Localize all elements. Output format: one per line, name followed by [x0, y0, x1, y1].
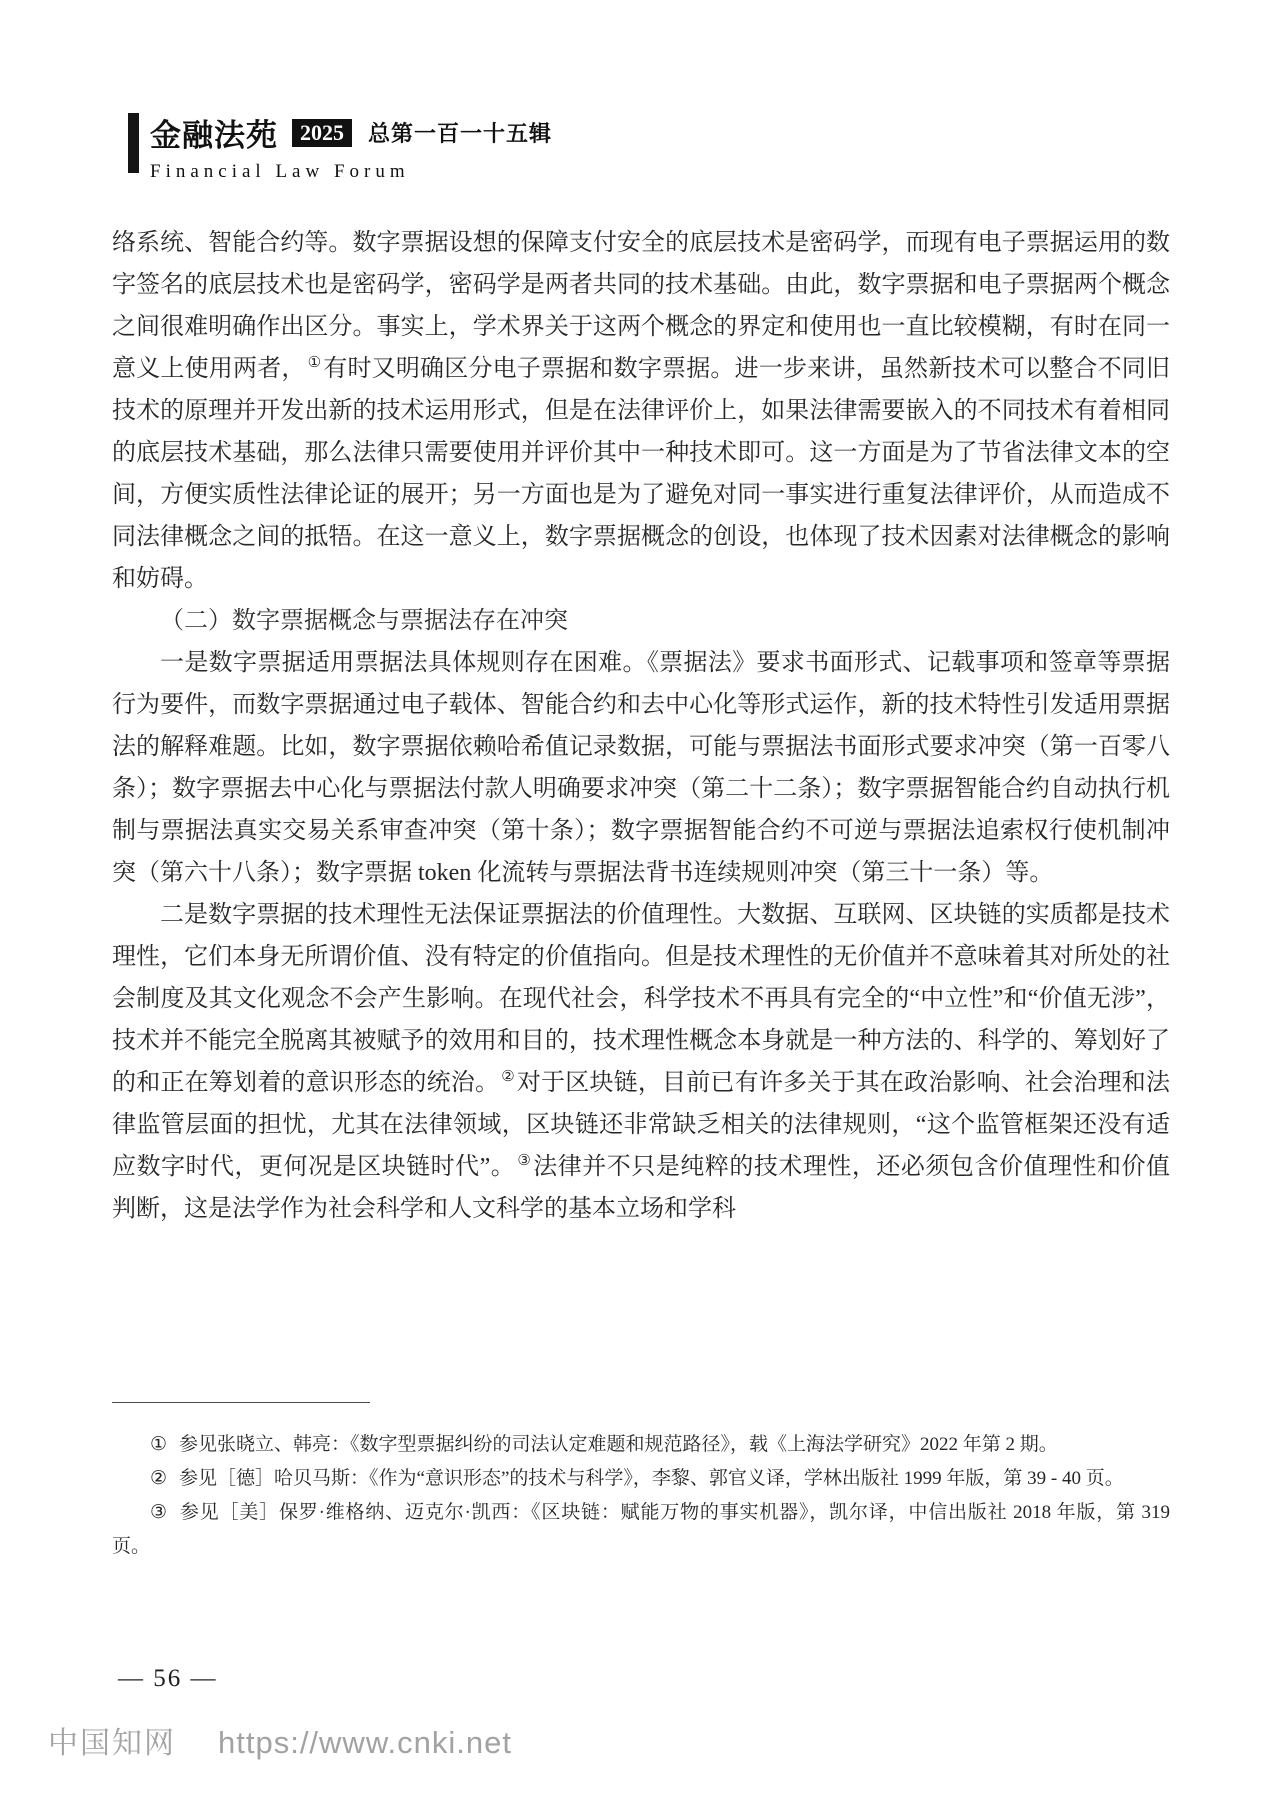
page-number: — 56 —	[118, 1665, 218, 1692]
footnote-item	[112, 1496, 1170, 1564]
footnote-text: 参见张晓立、韩亮：《数字型票据纠纷的司法认定难题和规范路径》，载《上海法学研究》2022 年第 2 期。	[179, 1434, 1058, 1455]
watermark-url: https://www.cnki.net	[218, 1725, 512, 1760]
journal-header	[128, 110, 552, 183]
footnote-text: 参见［德］哈贝马斯：《作为“意识形态”的技术与科学》，李黎、郭官义译，学林出版社 1999 年版，第 39 - 40 页。	[179, 1468, 1124, 1489]
paragraph: 一是数字票据适用票据法具体规则存在困难。《票据法》要求书面形式、记载事项和签章等票据行为要件，而数字票据通过电子载体、智能合约和去中心化等形式运作，新的技术特性引发适用票据法的解释难题。比如，数字票据依赖哈希值记录数据，可能与票据法书面形式要求冲突（第一百零八条）；数字票据去中心化与票据法付款人明确要求冲突（第二十二条）；数字票据智能合约自动执行机制与票据法真实交易关系审查冲突（第十条）；数字票据智能合约不可逆与票据法追索权行使机制冲突（第六十八条）；数字票据 token 化流转与票据法背书连续规则冲突（第三十一条）等。	[112, 650, 1170, 886]
footnote-item	[112, 1462, 1170, 1496]
footnote-marker: ①	[150, 1434, 168, 1455]
footnote-marker: ③	[150, 1502, 168, 1523]
footnote-reference: ②	[501, 1069, 515, 1085]
footnote-reference: ①	[307, 355, 322, 371]
footnote-item	[112, 1428, 1170, 1462]
cnki-watermark	[48, 1718, 512, 1762]
issue-number: 总第一百一十五辑	[368, 121, 553, 146]
article-body	[112, 222, 1170, 1230]
footnote-text: 参见［美］保罗·维格纳、迈克尔·凯西：《区块链：赋能万物的事实机器》，凯尔译，中信出版社 2018 年版，第 319 页。	[112, 1502, 1170, 1557]
paragraph: 二是数字票据的技术理性无法保证票据法的价值理性。大数据、互联网、区块链的实质都是技术理性，它们本身无所谓价值、没有特定的价值指向。但是技术理性的无价值并不意味着其对所处的社会制度及其文化观念不会产生影响。在现代社会，科学技术不再具有完全的“中立性”和“价值无涉”，技术并不能完全脱离其被赋予的效用和目的，技术理性概念本身就是一种方法的、科学的、筹划好了的和正在筹划着的意识形态的统治。 ②对于区块链，目前已有许多关于其在政治影响、社会治理和法律监管层面的担忧，尤其在法律领域，区块链还非常缺乏相关的法律规则，“这个监管框架还没有适应数字时代，更何况是区块链时代”。 ③法律并不只是纯粹的技术理性，还必须包含价值理性和价值判断，这是法学作为社会科学和人文科学的基本立场和学科	[112, 902, 1171, 1222]
watermark-site-name: 中国知网	[48, 1727, 176, 1760]
footnotes	[112, 1428, 1170, 1564]
footnote-reference: ③	[517, 1153, 532, 1169]
footnote-divider	[112, 1402, 370, 1403]
paragraph: 络系统、智能合约等。数字票据设想的保障支付安全的底层技术是密码学，而现有电子票据运用的数字签名的底层技术也是密码学，密码学是两者共同的技术基础。由此，数字票据和电子票据两个概念之间很难明确作出区分。事实上，学术界关于这两个概念的界定和使用也一直比较模糊，有时在同一意义上使用两者， ①有时又明确区分电子票据和数字票据。进一步来讲，虽然新技术可以整合不同旧技术的原理并开发出新的技术运用形式，但是在法律评价上，如果法律需要嵌入的不同技术有着相同的底层技术基础，那么法律只需要使用并评价其中一种技术即可。这一方面是为了节省法律文本的空间，方便实质性法律论证的展开；另一方面也是为了避免对同一事实进行重复法律评价，从而造成不同法律概念之间的抵牾。在这一意义上，数字票据概念的创设，也体现了技术因素对法律概念的影响和妨碍。	[112, 230, 1171, 592]
journal-title-en: Financial Law Forum	[150, 161, 410, 182]
header-accent-bar	[128, 113, 139, 173]
footnote-marker: ②	[150, 1468, 168, 1489]
journal-title-cn: 金融法苑	[150, 118, 278, 153]
section-heading: （二）数字票据概念与票据法存在冲突	[160, 608, 568, 634]
year-badge: 2025	[292, 119, 352, 147]
